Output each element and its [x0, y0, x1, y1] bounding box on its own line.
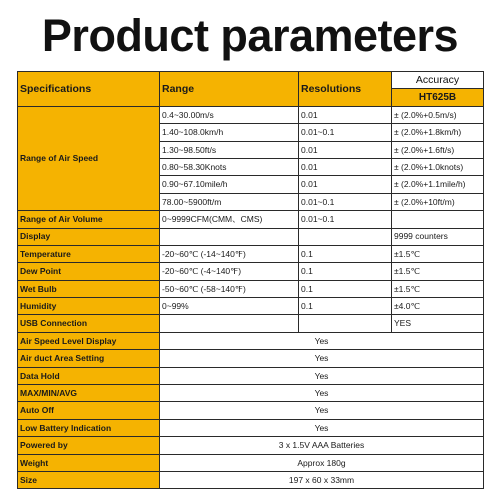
- cell-accuracy: ± (2.0%+1.1mile/h): [392, 176, 484, 193]
- cell-accuracy: YES: [392, 315, 484, 332]
- table-row: [18, 402, 484, 419]
- cell-range: 1.30~98.50ft/s: [160, 141, 299, 158]
- cell-resolution: 0.1: [299, 263, 392, 280]
- table-row: [18, 228, 484, 245]
- table-row: [18, 367, 484, 384]
- row-label: Dew Point: [18, 263, 160, 280]
- header-specifications: Specifications: [18, 72, 160, 107]
- table-row: [18, 315, 484, 332]
- row-label: Air duct Area Setting: [18, 350, 160, 367]
- cell-accuracy: [392, 211, 484, 228]
- row-label-air-speed: Range of Air Speed: [18, 106, 160, 210]
- page-title: Product parameters: [41, 10, 459, 61]
- table-row: [18, 280, 484, 297]
- cell-range: [160, 315, 299, 332]
- cell-resolution: 0.1: [299, 245, 392, 262]
- cell-resolution: 0.01~0.1: [299, 124, 392, 141]
- table-row: [18, 437, 484, 454]
- cell-accuracy: ±4.0℃: [392, 298, 484, 315]
- cell-value: 197 x 60 x 33mm: [160, 471, 484, 488]
- row-label: Wet Bulb: [18, 280, 160, 297]
- header-resolutions: Resolutions: [299, 72, 392, 107]
- cell-accuracy: ± (2.0%+1.0knots): [392, 158, 484, 175]
- cell-accuracy: ±1.5℃: [392, 263, 484, 280]
- cell-resolution: 0.01: [299, 141, 392, 158]
- cell-range: 0.90~67.10mile/h: [160, 176, 299, 193]
- cell-accuracy: 9999 counters: [392, 228, 484, 245]
- cell-value: Yes: [160, 367, 484, 384]
- row-label: Air Speed Level Display: [18, 332, 160, 349]
- table-row: [18, 385, 484, 402]
- cell-accuracy: ±1.5℃: [392, 280, 484, 297]
- cell-range: 0.80~58.30Knots: [160, 158, 299, 175]
- row-label: Data Hold: [18, 367, 160, 384]
- table-row: [18, 211, 484, 228]
- cell-range: 1.40~108.0km/h: [160, 124, 299, 141]
- cell-resolution: 0.01: [299, 106, 392, 123]
- table-row: [18, 298, 484, 315]
- header-row-top: [18, 72, 484, 89]
- row-label: Powered by: [18, 437, 160, 454]
- row-label: Low Battery Indication: [18, 419, 160, 436]
- cell-value: Yes: [160, 350, 484, 367]
- cell-range: -20~60℃ (-4~140℉): [160, 263, 299, 280]
- cell-range: 0.4~30.00m/s: [160, 106, 299, 123]
- cell-resolution: [299, 228, 392, 245]
- table-row: [18, 245, 484, 262]
- row-label: Humidity: [18, 298, 160, 315]
- spec-table: [17, 71, 484, 489]
- cell-accuracy: ± (2.0%+1.8km/h): [392, 124, 484, 141]
- cell-resolution: 0.01: [299, 158, 392, 175]
- row-label: Weight: [18, 454, 160, 471]
- cell-range: 0~99%: [160, 298, 299, 315]
- table-row: [18, 263, 484, 280]
- cell-value: Yes: [160, 385, 484, 402]
- cell-resolution: 0.1: [299, 280, 392, 297]
- table-row: [18, 419, 484, 436]
- cell-accuracy: ±1.5℃: [392, 245, 484, 262]
- row-label: Range of Air Volume: [18, 211, 160, 228]
- cell-resolution: [299, 315, 392, 332]
- cell-value: 3 x 1.5V AAA Batteries: [160, 437, 484, 454]
- cell-range: [160, 228, 299, 245]
- cell-value: Approx 180g: [160, 454, 484, 471]
- cell-accuracy: ± (2.0%+10ft/m): [392, 193, 484, 210]
- cell-value: Yes: [160, 402, 484, 419]
- cell-value: Yes: [160, 332, 484, 349]
- cell-resolution: 0.01: [299, 176, 392, 193]
- cell-resolution: 0.01~0.1: [299, 193, 392, 210]
- table-row: [18, 471, 484, 488]
- cell-range: 0~9999CFM(CMM、CMS): [160, 211, 299, 228]
- header-range: Range: [160, 72, 299, 107]
- table-row: [18, 106, 484, 123]
- row-label: Temperature: [18, 245, 160, 262]
- header-accuracy: Accuracy: [392, 72, 484, 89]
- row-label: Size: [18, 471, 160, 488]
- table-row: [18, 350, 484, 367]
- header-model: HT625B: [392, 89, 484, 106]
- cell-accuracy: ± (2.0%+0.5m/s): [392, 106, 484, 123]
- row-label: Display: [18, 228, 160, 245]
- row-label: Auto Off: [18, 402, 160, 419]
- cell-range: 78.00~5900ft/m: [160, 193, 299, 210]
- cell-range: -20~60℃ (-14~140℉): [160, 245, 299, 262]
- cell-resolution: 0.1: [299, 298, 392, 315]
- cell-accuracy: ± (2.0%+1.6ft/s): [392, 141, 484, 158]
- cell-value: Yes: [160, 419, 484, 436]
- cell-resolution: 0.01~0.1: [299, 211, 392, 228]
- cell-range: -50~60℃ (-58~140℉): [160, 280, 299, 297]
- row-label: USB Connection: [18, 315, 160, 332]
- table-row: [18, 454, 484, 471]
- table-row: [18, 332, 484, 349]
- row-label: MAX/MIN/AVG: [18, 385, 160, 402]
